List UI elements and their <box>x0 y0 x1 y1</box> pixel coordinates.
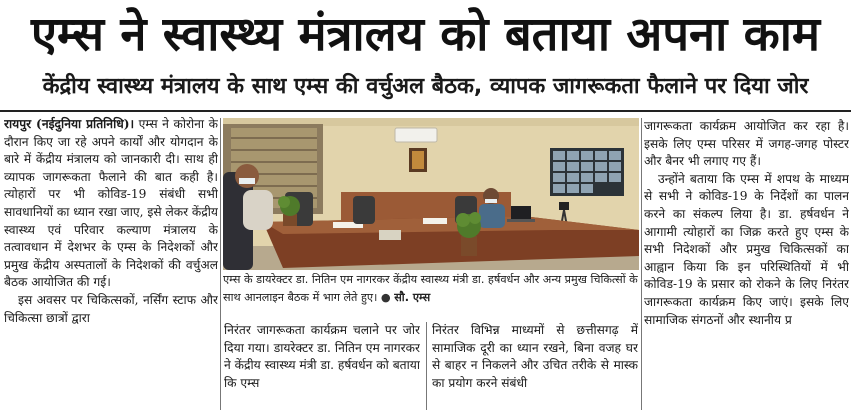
column-divider <box>220 118 221 410</box>
column4-para2: उन्होंने बताया कि एम्स में शपथ के माध्यम से सभी ने कोविड-19 के निर्देशों का पालन करने का संकल्प लिया है। डा. हर्षवर्धन ने आगामी त्योहारों का जिक्र करते हुए एम्स के सभी निदेशकों और प्रमुख चिकित्सकों का आह्वान किया कि इन परिस्थितियों में भी कोविड-19 के प्रसार को रोकने के लिए निरंतर जागरूकता कार्यक्रम किए जाएं। इसके लिए सामाजिक संगठनों और स्थानीय प्र <box>644 171 849 327</box>
headline: एम्स ने स्वास्थ्य मंत्रालय को बताया अपना काम <box>30 7 821 62</box>
caption-text: एम्स के डायरेक्टर डा. नितिन एम नागरकर केंद्रीय स्वास्थ्य मंत्री डा. हर्षवर्धन और अन्य प्रमुख चिकित्सों के साथ आनलाइन बैठक में भाग लेते हुए। <box>223 273 638 304</box>
article-column-4 <box>644 118 849 410</box>
photo-caption <box>223 271 639 315</box>
column3-text: निरंतर विभिन्न माध्यमों से छत्तीसगढ़ में सामाजिक दूरी का ध्यान रखने, बिना वजह घर से बाहर न निकलने और उचित तरीके से मास्क का प्रयोग करने संबंधी <box>432 323 638 390</box>
column1-para1: एम्स ने कोरोना के दौरान किए जा रहे अपने कार्यों और योगदान के बारे में केंद्रीय मंत्रालय को जानकारी दी। साथ ही व्यापक जागरूकता फैलाने की बात कही है। त्योहारों पर भी कोविड-19 संबंधी सभी सावधानियों का ध्यान रखा जाए, इसे लेकर केंद्रीय स्वास्थ्य एवं परिवार कल्याण मंत्रालय के तत्वावधान में देशभर के एम्स के निदेशकों और प्रमुख केंद्रीय अस्पतालों के निदेशकों की वर्चुअल बैठक आयोजित की गई। <box>4 117 218 290</box>
article-column-1 <box>4 116 218 410</box>
headline-rule <box>0 110 851 112</box>
column-divider <box>426 322 427 410</box>
article-column-2 <box>224 322 420 410</box>
subheadline: केंद्रीय स्वास्थ्य मंत्रालय के साथ एम्स की वर्चुअल बैठक, व्यापक जागरूकता फैलाने पर दिया जोर <box>42 74 809 99</box>
dateline: रायपुर (नईदुनिया प्रतिनिधि)। <box>4 117 135 131</box>
news-photo <box>223 118 639 270</box>
column-divider <box>641 118 642 410</box>
column4-para1: जागरूकता कार्यक्रम आयोजित कर रहा है। इसके लिए एम्स परिसर में जगह-जगह पोस्टर और बैनर भी लगाए गए हैं। <box>644 119 849 169</box>
bullet-icon: ● <box>380 291 391 304</box>
article-column-3 <box>432 322 638 410</box>
column1-para2: इस अवसर पर चिकित्सकों, नर्सिंग स्टाफ और चिकित्सा छात्रों द्वारा <box>4 292 218 325</box>
column2-text: निरंतर जागरूकता कार्यक्रम चलाने पर जोर दिया गया। डायरेक्टर डा. नितिन एम नागरकर ने केंद्रीय स्वास्थ्य मंत्री डा. हर्षवर्धन को बताया कि एम्स <box>224 323 420 390</box>
photo-credit: सौ. एम्स <box>394 291 431 304</box>
